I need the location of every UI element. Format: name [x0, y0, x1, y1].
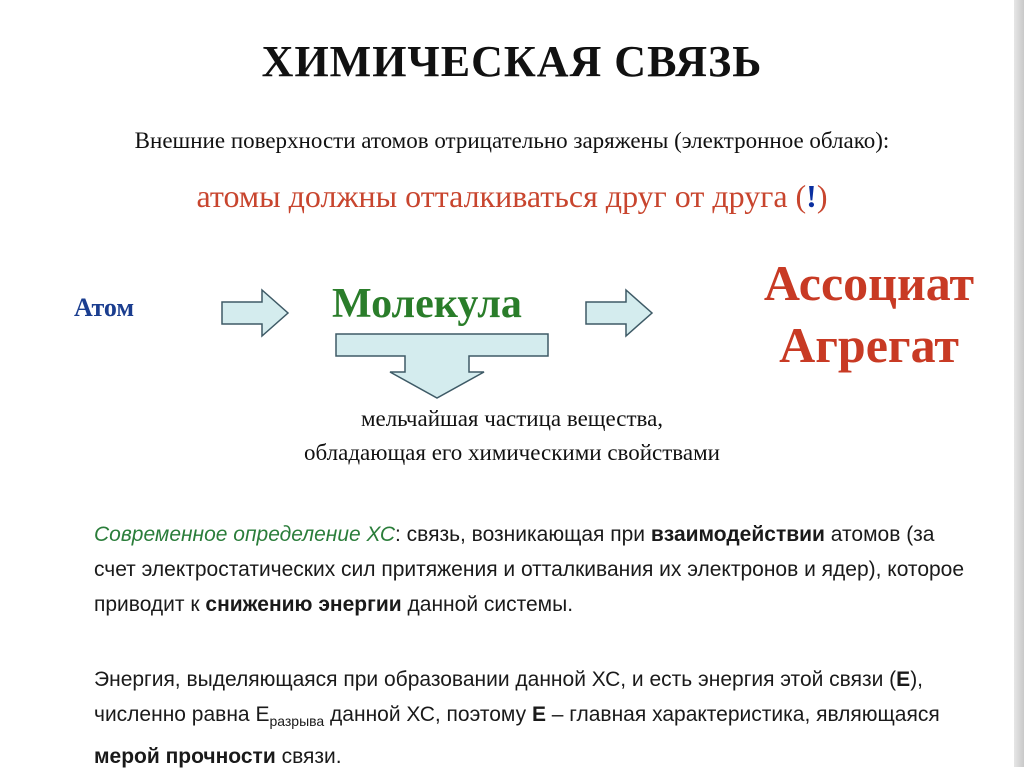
- p2-subscript: разрыва: [269, 713, 325, 730]
- arrow-down-bracket-icon: [336, 334, 548, 398]
- repel-paren-close: ): [816, 178, 828, 214]
- intro-text: Внешние поверхности атомов отрицательно заряжены (электронное облако):: [134, 128, 890, 153]
- p1-text-1: : связь, возникающая при: [394, 523, 651, 546]
- repel-paren-open: (: [795, 178, 807, 214]
- modern-definition-heading: Современное определение ХС: [94, 523, 395, 546]
- definition-line-2: обладающая его химическими свойствами: [304, 440, 720, 465]
- p1-bold-energy-decrease: снижению энергии: [205, 593, 402, 616]
- slide-title: ХИМИЧЕСКАЯ СВЯЗЬ: [261, 37, 763, 86]
- atom-label: Атом: [74, 293, 135, 322]
- p2-text-5: связи.: [275, 745, 342, 769]
- modern-definition-paragraph: [94, 517, 974, 622]
- aggregate-label: Агрегат: [779, 317, 959, 373]
- bond-energy-paragraph: [94, 662, 974, 774]
- p2-text-3: данной ХС, поэтому: [324, 703, 532, 726]
- p2-text-1: Энергия, выделяющаяся при образовании данной ХС, и есть энергия этой связи (: [94, 668, 897, 691]
- molecule-label: Молекула: [332, 281, 522, 327]
- arrow-right-icon-1: [222, 290, 288, 336]
- repel-exclamation: !: [806, 178, 817, 214]
- molecule-definition: [0, 402, 1024, 470]
- p2-text-2: ), численно равна Е: [94, 668, 924, 726]
- p2-bold-e2: Е: [531, 703, 546, 726]
- arrow-right-icon-2: [586, 290, 652, 336]
- p1-text-2: атомов (за счет электростатических сил притяжения и отталкивания их электронов и ядер), которое приводит к: [94, 523, 965, 616]
- p2-bold-strength-measure: мерой прочности: [94, 745, 276, 769]
- definition-line-1: мельчайшая частица вещества,: [360, 406, 664, 431]
- p2-bold-e1: Е: [896, 668, 911, 691]
- associate-label: Ассоциат: [763, 255, 975, 311]
- p1-bold-interaction: взаимодействии: [650, 523, 825, 546]
- repel-text: атомы должны отталкиваться друг от друга: [196, 178, 796, 214]
- p1-text-3: данной системы.: [401, 593, 574, 616]
- p2-text-4: – главная характеристика, являющаяся: [545, 703, 940, 726]
